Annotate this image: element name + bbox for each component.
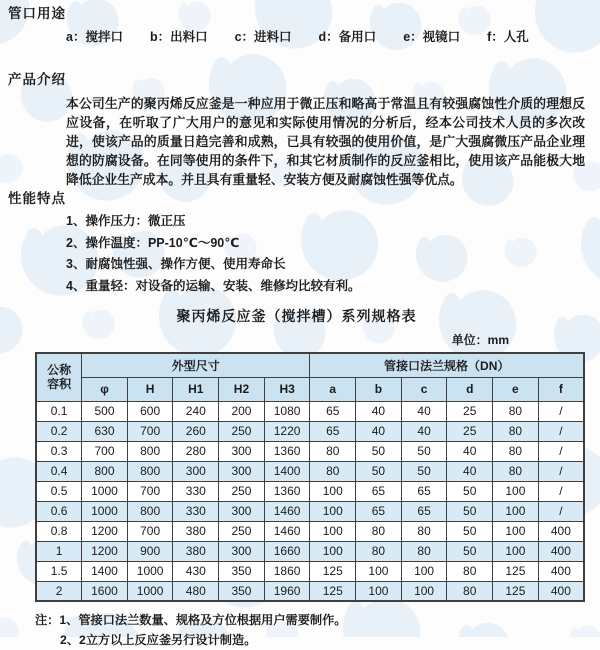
table-cell: 100	[493, 541, 539, 561]
table-cell: 50	[401, 461, 447, 481]
table-cell: 400	[538, 581, 584, 601]
table-cell: 50	[356, 461, 402, 481]
table-cell: 300	[219, 541, 265, 561]
spec-table-subheader	[36, 377, 584, 401]
column-header-h2: H2	[219, 377, 265, 401]
table-cell: 50	[447, 521, 493, 541]
ports-section-heading: 管口用途	[8, 6, 585, 22]
table-row	[36, 481, 584, 501]
table-cell: 100	[356, 561, 402, 581]
table-cell: 1200	[82, 521, 128, 541]
column-header-h3: H3	[264, 377, 310, 401]
table-cell: /	[538, 461, 584, 481]
table-cell: 300	[219, 501, 265, 521]
table-cell: 250	[219, 481, 265, 501]
table-cell: 300	[219, 441, 265, 461]
row-volume-cell: 0.1	[36, 401, 82, 421]
features-list	[66, 211, 585, 297]
column-group-dimensions: 外型尺寸	[82, 353, 310, 377]
table-cell: 1600	[82, 581, 128, 601]
table-cell: 400	[538, 541, 584, 561]
table-cell: 50	[401, 441, 447, 461]
table-cell: 1460	[264, 521, 310, 541]
table-cell: 300	[173, 461, 219, 481]
table-cell: 300	[219, 461, 265, 481]
note-prefix: 注：	[35, 613, 59, 627]
table-cell: 1660	[264, 541, 310, 561]
spec-table	[35, 352, 585, 602]
port-item-f: f：人孔	[487, 29, 529, 45]
table-cell: 380	[173, 541, 219, 561]
note-line-1	[35, 611, 585, 631]
table-cell: 65	[310, 421, 356, 441]
table-cell: 40	[401, 401, 447, 421]
table-cell: 100	[310, 541, 356, 561]
table-cell: 80	[310, 461, 356, 481]
intro-section-heading: 产品介绍	[8, 72, 585, 88]
table-cell: 800	[127, 461, 173, 481]
table-cell: 50	[447, 481, 493, 501]
row-volume-cell: 1	[36, 541, 82, 561]
port-item-c: c：进料口	[235, 29, 292, 45]
column-header-f: f	[538, 377, 584, 401]
table-cell: 800	[127, 441, 173, 461]
table-cell: 80	[493, 421, 539, 441]
table-cell: 25	[447, 401, 493, 421]
feature-item-3: 3、耐腐蚀性强、操作方便、使用寿命长	[66, 254, 585, 276]
volume-header-line2: 容积	[37, 377, 81, 391]
table-cell: 125	[493, 561, 539, 581]
table-cell: 400	[538, 521, 584, 541]
column-header-h1: H1	[173, 377, 219, 401]
table-cell: 350	[219, 561, 265, 581]
port-item-a: a：搅拌口	[66, 29, 123, 45]
table-cell: 100	[401, 561, 447, 581]
table-cell: 65	[401, 501, 447, 521]
table-cell: 40	[356, 421, 402, 441]
table-cell: 1000	[127, 561, 173, 581]
table-cell: 400	[538, 561, 584, 581]
table-cell: 480	[173, 581, 219, 601]
column-group-flange: 管接口法兰规格（DN）	[310, 353, 584, 377]
table-cell: 1000	[82, 481, 128, 501]
spec-table-title: 聚丙烯反应釜（搅拌槽）系列规格表	[8, 306, 585, 326]
table-cell: 1000	[82, 501, 128, 521]
table-cell: 1860	[264, 561, 310, 581]
table-cell: 80	[401, 521, 447, 541]
table-cell: 65	[310, 401, 356, 421]
feature-item-4: 4、重量轻：对设备的运输、安装、维修均比较有利。	[66, 276, 585, 298]
port-item-e: e：视镜口	[403, 29, 460, 45]
column-header-d: d	[447, 377, 493, 401]
row-volume-cell: 0.4	[36, 461, 82, 481]
features-section-heading: 性能特点	[8, 191, 585, 207]
column-header-φ: φ	[82, 377, 128, 401]
table-cell: 1220	[264, 421, 310, 441]
table-cell: 100	[356, 581, 402, 601]
table-cell: 430	[173, 561, 219, 581]
table-row	[36, 501, 584, 521]
table-cell: 100	[310, 501, 356, 521]
table-cell: /	[538, 401, 584, 421]
table-cell: 80	[493, 461, 539, 481]
column-header-c: c	[401, 377, 447, 401]
table-cell: 50	[356, 441, 402, 461]
column-header-b: b	[356, 377, 402, 401]
table-cell: 240	[173, 401, 219, 421]
table-cell: 330	[173, 501, 219, 521]
table-cell: 100	[401, 581, 447, 601]
table-cell: 40	[447, 461, 493, 481]
table-cell: 1960	[264, 581, 310, 601]
table-cell: 100	[493, 481, 539, 501]
row-volume-cell: 0.6	[36, 501, 82, 521]
table-cell: 40	[356, 401, 402, 421]
column-header-volume	[36, 353, 82, 401]
note-item-2: 2、2立方以上反应釜另行设计制造。	[60, 631, 585, 650]
table-cell: 80	[356, 541, 402, 561]
column-header-e: e	[493, 377, 539, 401]
table-cell: 100	[493, 501, 539, 521]
row-volume-cell: 1.5	[36, 561, 82, 581]
table-row	[36, 541, 584, 561]
unit-label: 单位：mm	[8, 331, 509, 348]
table-cell: 100	[310, 521, 356, 541]
table-cell: 1360	[264, 441, 310, 461]
table-cell: 250	[219, 521, 265, 541]
row-volume-cell: 0.2	[36, 421, 82, 441]
table-cell: 100	[493, 521, 539, 541]
column-header-h: H	[127, 377, 173, 401]
table-cell: 65	[401, 481, 447, 501]
table-cell: 1460	[264, 501, 310, 521]
table-cell: 800	[82, 461, 128, 481]
table-row	[36, 461, 584, 481]
column-header-a: a	[310, 377, 356, 401]
spec-table-header	[36, 353, 584, 401]
table-cell: 80	[401, 541, 447, 561]
table-cell: 380	[173, 521, 219, 541]
table-cell: 80	[447, 561, 493, 581]
table-cell: 25	[447, 421, 493, 441]
table-cell: 80	[356, 521, 402, 541]
table-cell: 630	[82, 421, 128, 441]
table-cell: 80	[310, 441, 356, 461]
table-cell: 40	[447, 441, 493, 461]
row-volume-cell: 2	[36, 581, 82, 601]
table-cell: 700	[127, 481, 173, 501]
table-cell: /	[538, 501, 584, 521]
table-row	[36, 521, 584, 541]
table-cell: 100	[310, 481, 356, 501]
port-usage-list	[66, 29, 585, 45]
table-cell: 40	[401, 421, 447, 441]
table-cell: 200	[219, 401, 265, 421]
volume-header-line1: 公称	[37, 363, 81, 377]
table-cell: 125	[310, 581, 356, 601]
table-cell: 330	[173, 481, 219, 501]
table-cell: 1080	[264, 401, 310, 421]
table-cell: 700	[82, 441, 128, 461]
table-cell: 800	[127, 501, 173, 521]
port-item-b: b：出料口	[150, 29, 208, 45]
table-cell: 125	[493, 581, 539, 601]
table-cell: 1360	[264, 481, 310, 501]
feature-item-1: 1、操作压力：微正压	[66, 211, 585, 233]
table-cell: 600	[127, 401, 173, 421]
table-cell: 700	[127, 521, 173, 541]
table-row	[36, 421, 584, 441]
row-volume-cell: 0.3	[36, 441, 82, 461]
table-cell: 260	[173, 421, 219, 441]
intro-paragraph: 本公司生产的聚丙烯反应釜是一种应用于微正压和略高于常温且有较强腐蚀性介质的理想反应设备，在听取了广大用户的意见和实际使用情况的分析后，经本公司技术人员的多次改进，使该产品的质量日趋完善和成熟，已具有较强的使用价值，是广大强腐微压产品企业理想的防腐设备。在同等使用的条件下，和其它材质制作的反应釜相比，使用该产品能极大地降低企业生产成本。并且具有重量轻、安装方便及耐腐蚀性强等优点。	[66, 94, 585, 189]
table-cell: /	[538, 421, 584, 441]
row-volume-cell: 0.5	[36, 481, 82, 501]
table-row	[36, 401, 584, 421]
table-cell: 1000	[127, 581, 173, 601]
table-cell: 65	[356, 501, 402, 521]
table-cell: 125	[310, 561, 356, 581]
table-cell: 1400	[264, 461, 310, 481]
spec-table-body	[36, 401, 584, 601]
note-item-1: 1、管接口法兰数量、规格及方位根据用户需要制作。	[59, 613, 346, 627]
table-cell: 250	[219, 421, 265, 441]
table-row	[36, 441, 584, 461]
notes-section	[35, 611, 585, 650]
table-cell: /	[538, 481, 584, 501]
table-cell: 65	[356, 481, 402, 501]
table-row	[36, 581, 584, 601]
table-cell: 500	[82, 401, 128, 421]
table-cell: 80	[447, 581, 493, 601]
table-cell: /	[538, 441, 584, 461]
table-cell: 900	[127, 541, 173, 561]
table-cell: 700	[127, 421, 173, 441]
row-volume-cell: 0.8	[36, 521, 82, 541]
table-cell: 1200	[82, 541, 128, 561]
port-item-d: d：备用口	[319, 29, 377, 45]
table-cell: 50	[447, 501, 493, 521]
table-cell: 80	[493, 401, 539, 421]
table-cell: 280	[173, 441, 219, 461]
table-cell: 1400	[82, 561, 128, 581]
feature-item-2: 2、操作温度：PP-10℃～90℃	[66, 233, 585, 255]
table-row	[36, 561, 584, 581]
table-cell: 50	[447, 541, 493, 561]
table-cell: 350	[219, 581, 265, 601]
table-cell: 80	[493, 441, 539, 461]
